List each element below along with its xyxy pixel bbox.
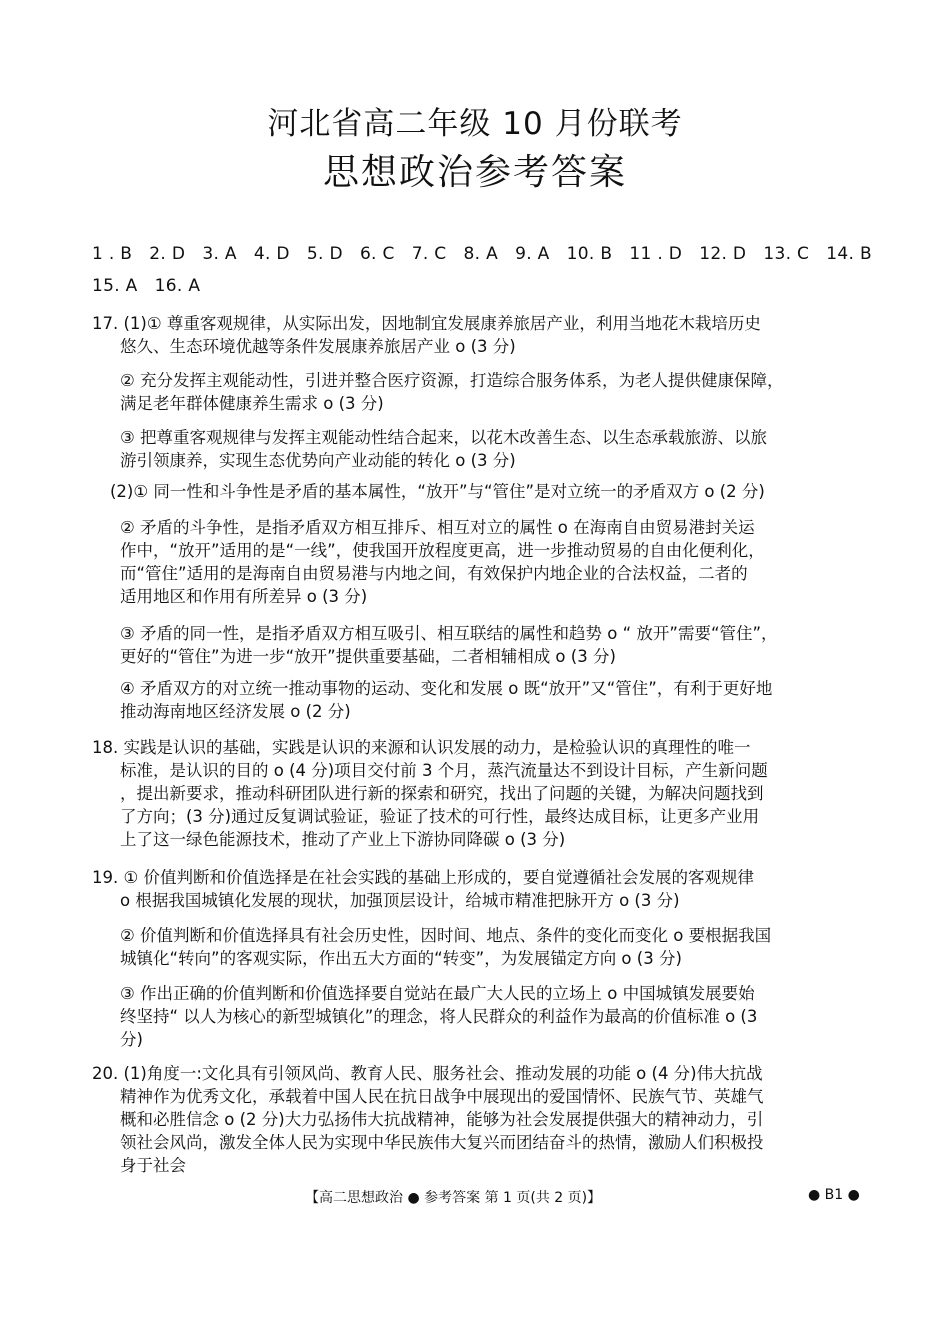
text-line: 城镇化“转向”的客观实际，作出五大方面的“转变”，为发展锚定方向 o (3 分)	[120, 949, 682, 968]
choice-answers-row-1: 1 . B 2. D 3. A 4. D 5. D 6. C 7. C 8. A 9. A 10. B 11 . D 12. D 13. C 14. B	[92, 244, 872, 264]
text-line: ，提出新要求，推动科研团队进行新的探索和研究，找出了问题的关键，为解决问题找到	[120, 784, 764, 803]
text-line: ④ 矛盾双方的对立统一推动事物的运动、变化和发展 o 既“放开”又“管住”，有利于更好地	[120, 679, 773, 698]
page-title: 河北省高二年级 10 月份联考	[267, 106, 683, 142]
text-line: ③ 矛盾的同一性，是指矛盾双方相互吸引、相互联结的属性和趋势 o “ 放开”需要“管住”，	[120, 624, 778, 643]
text-line: ③ 把尊重客观规律与发挥主观能动性结合起来，以花木改善生态、以生态承载旅游、以旅	[120, 428, 768, 447]
text-line: 游引领康养，实现生态优势向产业动能的转化 o (3 分)	[120, 451, 516, 470]
text-line: 17. (1)① 尊重客观规律，从实际出发，因地制宜发展康养旅居产业，利用当地花木栽培历史	[92, 314, 761, 333]
q17-part2-point4	[120, 677, 772, 723]
text-line: 而“管住”适用的是海南自由贸易港与内地之间，有效保护内地企业的合法权益，二者的	[120, 564, 748, 583]
q17-part2-point1	[110, 480, 765, 503]
text-line: 悠久、生态环境优越等条件发展康养旅居产业 o (3 分)	[120, 337, 516, 356]
text-line: ② 充分发挥主观能动性，引进并整合医疗资源，打造综合服务体系，为老人提供健康保障，	[120, 371, 784, 390]
text-line: ③ 作出正确的价值判断和价值选择要自觉站在最广大人民的立场上 o 中国城镇发展要始	[120, 984, 755, 1003]
q19-point2	[120, 924, 771, 970]
text-line: 领社会风尚，激发全体人民为实现中华民族伟大复兴而团结奋斗的热情，激励人们积极投	[120, 1133, 764, 1152]
text-line: (2)① 同一性和斗争性是矛盾的基本属性，“放开”与“管住”是对立统一的矛盾双方 o (2 分)	[110, 482, 765, 501]
footer-code: ● B1 ●	[808, 1187, 860, 1203]
text-line: ② 价值判断和价值选择具有社会历史性，因时间、地点、条件的变化而变化 o 要根据我国	[120, 926, 772, 945]
page-subtitle: 思想政治参考答案	[322, 152, 627, 193]
q17-part2-point2	[120, 516, 765, 608]
text-line: ② 矛盾的斗争性，是指矛盾双方相互排斥、相互对立的属性 o 在海南自由贸易港封关运	[120, 518, 755, 537]
text-line: 分)	[120, 1030, 143, 1049]
text-line: 满足老年群体健康养生需求 o (3 分)	[120, 394, 384, 413]
q18-answer	[92, 736, 768, 851]
text-line: 适用地区和作用有所差异 o (3 分)	[120, 587, 368, 606]
q17-part1-point1	[92, 312, 761, 358]
text-line: 推动海南地区经济发展 o (2 分)	[120, 702, 351, 721]
text-line: 概和必胜信念 o (2 分)大力弘扬伟大抗战精神，能够为社会发展提供强大的精神动力，引	[120, 1110, 764, 1129]
footer-page-info: 【高二思想政治 ● 参考答案 第 1 页(共 2 页)】	[305, 1190, 602, 1206]
text-line: 终坚持“ 以人为核心的新型城镇化”的理念，将人民群众的利益作为最高的价值标准 o (3	[120, 1007, 758, 1026]
text-line: 作中，“放开”适用的是“一线”，使我国开放程度更高，进一步推动贸易的自由化便利化，	[120, 541, 765, 560]
text-line: 更好的“管住”为进一步“放开”提供重要基础，二者相辅相成 o (3 分)	[120, 647, 616, 666]
text-line: 上了这一绿色能源技术，推动了产业上下游协同降碳 o (3 分)	[120, 830, 566, 849]
text-line: 18. 实践是认识的基础，实践是认识的来源和认识发展的动力，是检验认识的真理性的唯一	[92, 738, 751, 757]
q19-point1	[92, 866, 754, 912]
text-line: 了方向；(3 分)通过反复调试验证，验证了技术的可行性，最终达成目标，让更多产业用	[120, 807, 760, 826]
text-line: 身于社会	[120, 1156, 186, 1175]
text-line: 20. (1)角度一:文化具有引领风尚、教育人民、服务社会、推动发展的功能 o (4 分)伟大抗战	[92, 1064, 763, 1083]
q17-part1-point3	[120, 426, 767, 472]
q17-part2-point3	[120, 622, 778, 668]
text-line: 19. ① 价值判断和价值选择是在社会实践的基础上形成的，要自觉遵循社会发展的客观规律	[92, 868, 755, 887]
text-line: 精神作为优秀文化，承载着中国人民在抗日战争中展现出的爱国情怀、民族气节、英雄气	[120, 1087, 764, 1106]
choice-answers-row-2: 15. A 16. A	[92, 276, 201, 296]
text-line: 标准，是认识的目的 o (4 分)项目交付前 3 个月，蒸汽流量达不到设计目标，产生新问题	[120, 761, 768, 780]
q17-part1-point2	[120, 369, 784, 415]
q19-point3	[120, 982, 757, 1051]
text-line: o 根据我国城镇化发展的现状，加强顶层设计，给城市精准把脉开方 o (3 分)	[120, 891, 680, 910]
q20-answer	[92, 1062, 764, 1177]
